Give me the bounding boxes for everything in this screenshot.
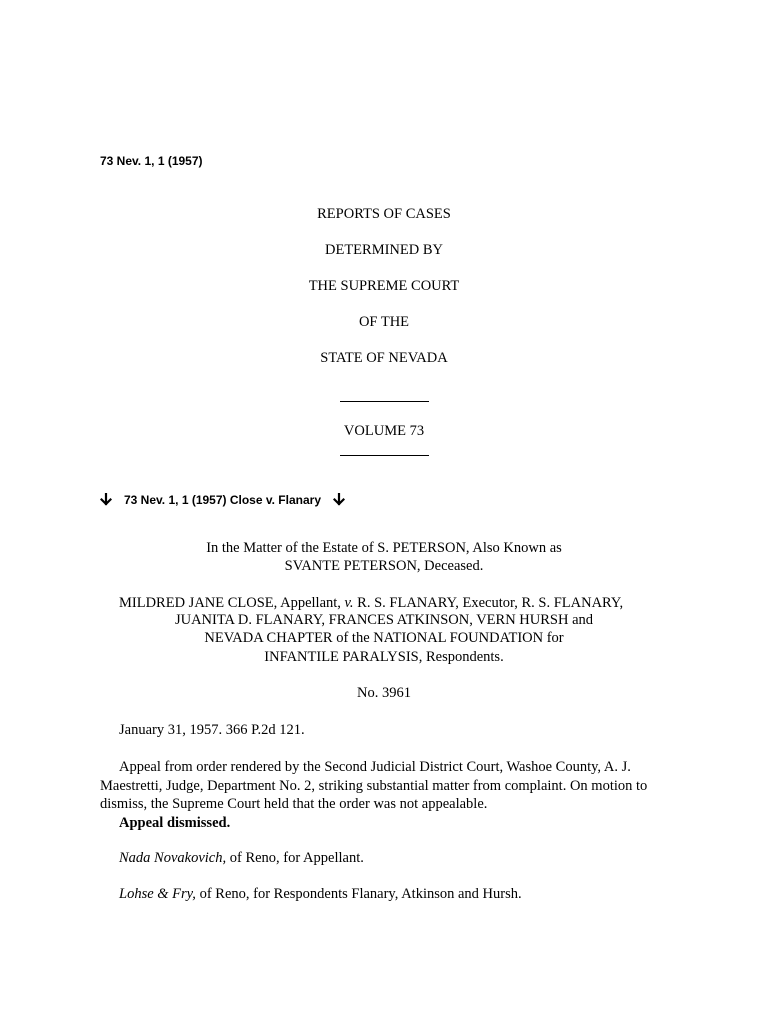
- counsel-respondents: Lohse & Fry, of Reno, for Respondents Flanary, Atkinson and Hursh.: [119, 886, 522, 902]
- header-line-court: THE SUPREME COURT: [308, 278, 460, 294]
- down-arrow-icon[interactable]: [333, 493, 345, 506]
- case-holding: Appeal dismissed.: [119, 815, 231, 831]
- matter-line-2: SVANTE PETERSON, Deceased.: [284, 558, 484, 574]
- parties-line-2: JUANITA D. FLANARY, FRANCES ATKINSON, VERN HURSH and: [174, 612, 594, 628]
- header-line-of-the: OF THE: [358, 314, 410, 330]
- header-line-state: STATE OF NEVADA: [320, 350, 448, 366]
- docket-number: No. 3961: [357, 685, 411, 701]
- header-line-determined: DETERMINED BY: [324, 242, 443, 258]
- parties-line-3: NEVADA CHAPTER of the NATIONAL FOUNDATION for: [204, 630, 564, 646]
- divider-bottom: [340, 455, 429, 456]
- parties-line-4: INFANTILE PARALYSIS, Respondents.: [264, 649, 504, 665]
- page-citation: 73 Nev. 1, 1 (1957): [100, 154, 203, 168]
- volume-label: VOLUME 73: [343, 423, 425, 439]
- case-summary: Appeal from order rendered by the Second Judicial District Court, Washoe County, A. J. Maestretti, Judge, Department No. 2, striking substantial matter from complaint. On motion to dismiss, the Supreme Court held that the order was not appealable.: [100, 759, 648, 812]
- header-line-reports: REPORTS OF CASES: [317, 206, 451, 222]
- counsel-appellant: Nada Novakovich, of Reno, for Appellant.: [119, 850, 364, 866]
- case-title-bar: [100, 493, 345, 507]
- divider-top: [340, 401, 429, 402]
- case-title: 73 Nev. 1, 1 (1957) Close v. Flanary: [124, 493, 321, 507]
- decision-date-line: January 31, 1957. 366 P.2d 121.: [119, 722, 305, 738]
- down-arrow-icon[interactable]: [100, 493, 112, 506]
- parties-line-1: MILDRED JANE CLOSE, Appellant, v. R. S. FLANARY, Executor, R. S. FLANARY,: [119, 595, 624, 611]
- matter-line-1: In the Matter of the Estate of S. PETERSON, Also Known as: [206, 540, 562, 556]
